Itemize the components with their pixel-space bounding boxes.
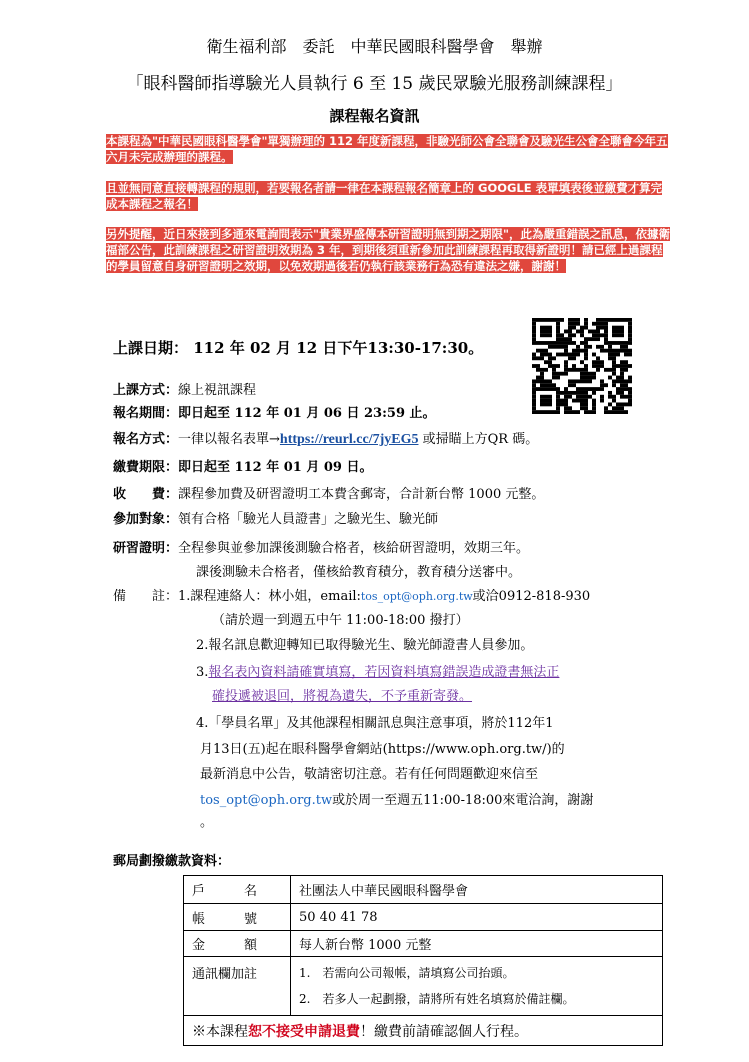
section-title: 課程報名資訊 (329, 107, 420, 125)
certificate-line2: 課後測驗未合格者，僅核給教育積分，教育積分送審中。 (196, 565, 522, 580)
note-4-line5: 。 (200, 815, 214, 830)
notice-1: 本課程為"中華民國眼科醫學會"單獨辦理的 112 年度新課程，非驗光師公會全聯會及驗光生公會全聯會今年五六月未完成辦理的課程。 (106, 134, 668, 164)
fee: 收 費：課程參加費及研習證明工本費含郵寄，合計新台幣 1000 元整。 (113, 487, 545, 502)
contact-email-2[interactable]: tos_opt@oph.org.tw (200, 793, 333, 808)
postal-title: 郵局劃撥繳款資料： (113, 854, 231, 869)
table-row: 帳 號 50 40 41 78 (184, 904, 663, 931)
note-4-line3: 最新消息中公告，敬請密切注意。若有任何問題歡迎來信至 (200, 767, 539, 782)
refund-policy: ※本課程恕不接受申請退費！繳費前請確認個人行程。 (184, 1016, 663, 1046)
course-title: 「眼科醫師指導驗光人員執行 6 至 15 歲民眾驗光服務訓練課程」 (126, 74, 623, 94)
table-row: 金 額 每人新台幣 1000 元整 (184, 931, 663, 957)
registration-link[interactable]: https://reurl.cc/7jyEG5 (279, 432, 419, 447)
notice-2: 且並無同意直接轉課程的規則，若要報名者請一律在本課程報名簡章上的 GOOGLE 表單填表後並繳費才算完成本課程之報名！ (106, 181, 663, 211)
postal-table (183, 875, 663, 1046)
class-mode: 上課方式：線上視訊課程 (113, 383, 257, 398)
note-3: 3.報名表內資料請確實填寫，若因資料填寫錯誤造成證書無法正 (196, 665, 560, 680)
note-4-line4: tos_opt@oph.org.tw或於周一至週五11:00-18:00來電洽詢，謝謝 (200, 793, 594, 808)
qr-code (532, 318, 632, 414)
organizer-line: 衛生福利部 委託 中華民國眼科醫學會 舉辦 (206, 37, 543, 56)
class-date: 上課日期： 112 年 02 月 12 日下午13:30-17:30。 (113, 339, 484, 357)
table-row: 通訊欄加註 1. 若需向公司報帳，請填寫公司抬頭。 2. 若多人一起劃撥，請將所有姓名填寫於備註欄。 (184, 957, 663, 1016)
registration-period: 報名期間：即日起至 112 年 01 月 06 日 23:59 止。 (113, 406, 436, 421)
note-4: 4.「學員名單」及其他課程相關訊息與注意事項，將於112年1 (196, 716, 554, 731)
table-row (184, 1016, 663, 1046)
target-audience: 參加對象：領有合格「驗光人員證書」之驗光生、驗光師 (113, 512, 439, 527)
note-1: 備 註：1.課程連絡人：林小姐，email:tos_opt@oph.org.tw或洽0912-818-930 (113, 589, 591, 604)
note-3-line2: 確投遞被退回，將視為遺失，不予重新寄發。 (212, 689, 473, 704)
note-1-sub: （請於週一到週五中午 11:00-18:00 撥打） (212, 613, 469, 628)
registration-method: 報名方式：一律以報名表單→https://reurl.cc/7jyEG5 或掃瞄上方QR 碼。 (113, 432, 539, 447)
certificate: 研習證明：全程參與並參加課後測驗合格者，核給研習證明，效期三年。 (113, 541, 530, 556)
payment-deadline: 繳費期限：即日起至 112 年 01 月 09 日。 (113, 460, 373, 475)
note-4-line2: 月13日(五)起在眼科醫學會網站(https://www.oph.org.tw/)的 (200, 742, 565, 757)
note-2: 2.報名訊息歡迎轉知已取得驗光生、驗光師證書人員參加。 (196, 638, 534, 653)
contact-email[interactable]: tos_opt@oph.org.tw (360, 590, 473, 603)
table-row: 戶 名 社團法人中華民國眼科醫學會 (184, 876, 663, 904)
notice-3: 另外提醒，近日來接到多通來電詢問表示"貴業界盛傳本研習證明無到期之期限"，此為嚴重錯誤之訊息，依據衛福部公告，此訓練課程之研習證明效期為 3 年，到期後須重新參加此訓練課程再取得新證明！請已經上過課程的學員留意自身研習證明之效期，以免效期過後若仍執行該業務行為恐有違法之嫌，謝謝！ (106, 227, 670, 273)
